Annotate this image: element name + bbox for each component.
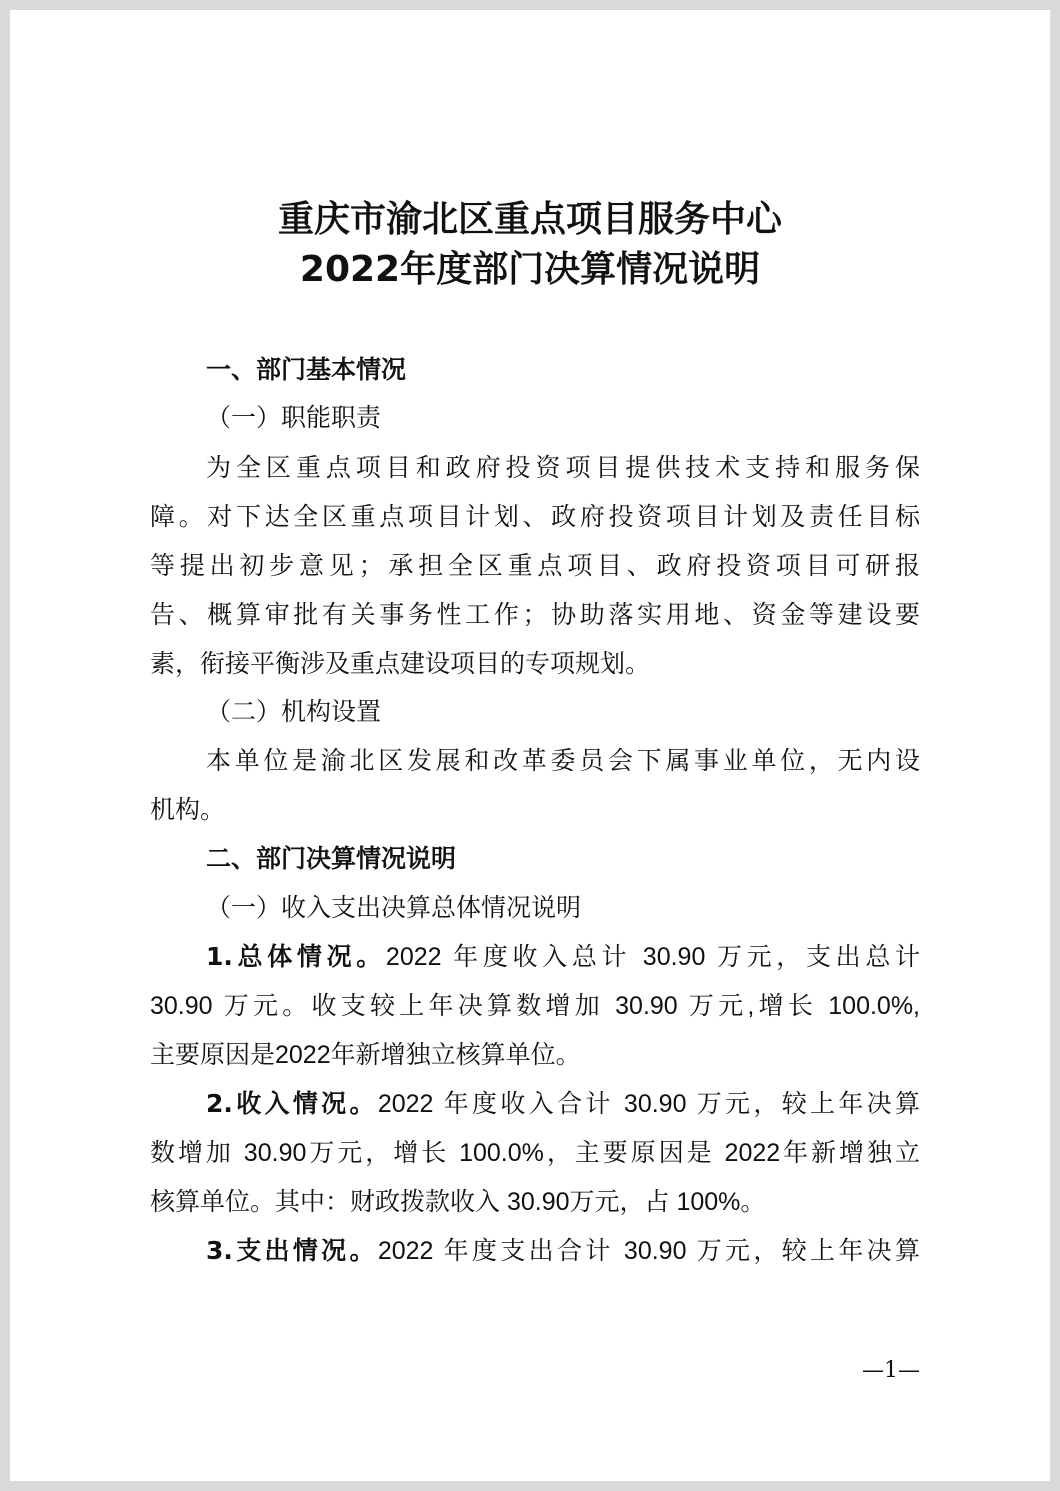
paragraph-line: 障。对下达全区重点项目计划、政府投资项目计划及责任目标: [150, 502, 920, 531]
paragraph-line: 本单位是渝北区发展和改革委员会下属事业单位，无内设: [206, 746, 920, 775]
paragraph-line: 机构。: [150, 795, 226, 824]
paragraph-line: 告、概算审批有关事务性工作；协助落实用地、资金等建设要: [150, 600, 920, 629]
item-1-label: 1.总体情况。: [206, 942, 386, 971]
page-number: —1—: [862, 1358, 920, 1383]
subsection-1-1-heading: （一）职能职责: [206, 403, 382, 432]
item-3-label: 3.支出情况。: [206, 1236, 378, 1265]
paragraph-line: 核算单位。其中：财政拨款收入 30.90万元，占 100%。: [150, 1188, 766, 1216]
paragraph-line: 主要原因是2022年新增独立核算单位。: [150, 1041, 581, 1069]
item-3-text: 2022 年度支出合计 30.90 万元，较上年决算: [377, 1237, 920, 1265]
subsection-1-2-heading: （二）机构设置: [206, 697, 382, 726]
section-1-heading: 一、部门基本情况: [206, 355, 407, 384]
item-1-text: 2022 年度收入总计 30.90 万元，支出总计: [385, 943, 920, 971]
item-2-label: 2.收入情况。: [206, 1089, 378, 1118]
section-2-heading: 二、部门决算情况说明: [206, 844, 457, 873]
item-2-text: 2022 年度收入合计 30.90 万元，较上年决算: [377, 1090, 920, 1118]
paragraph-line: 数增加 30.90万元，增长 100.0%，主要原因是 2022年新增独立: [150, 1139, 920, 1167]
item-1-line: [206, 940, 920, 974]
paragraph-line: 30.90 万元。收支较上年决算数增加 30.90 万元,增长 100.0%,: [150, 992, 920, 1020]
document-title-line-1: 重庆市渝北区重点项目服务中心: [277, 199, 782, 240]
document-title-line-2: 2022年度部门决算情况说明: [299, 249, 761, 290]
paragraph-line: 素，衔接平衡涉及重点建设项目的专项规划。: [150, 649, 651, 678]
subsection-2-1-heading: （一）收入支出决算总体情况说明: [206, 893, 582, 922]
paragraph-line: 等提出初步意见；承担全区重点项目、政府投资项目可研报: [150, 551, 920, 580]
item-3-line: [206, 1234, 920, 1268]
item-2-line: [206, 1087, 920, 1121]
paragraph-line: 为全区重点项目和政府投资项目提供技术支持和服务保: [206, 453, 920, 482]
